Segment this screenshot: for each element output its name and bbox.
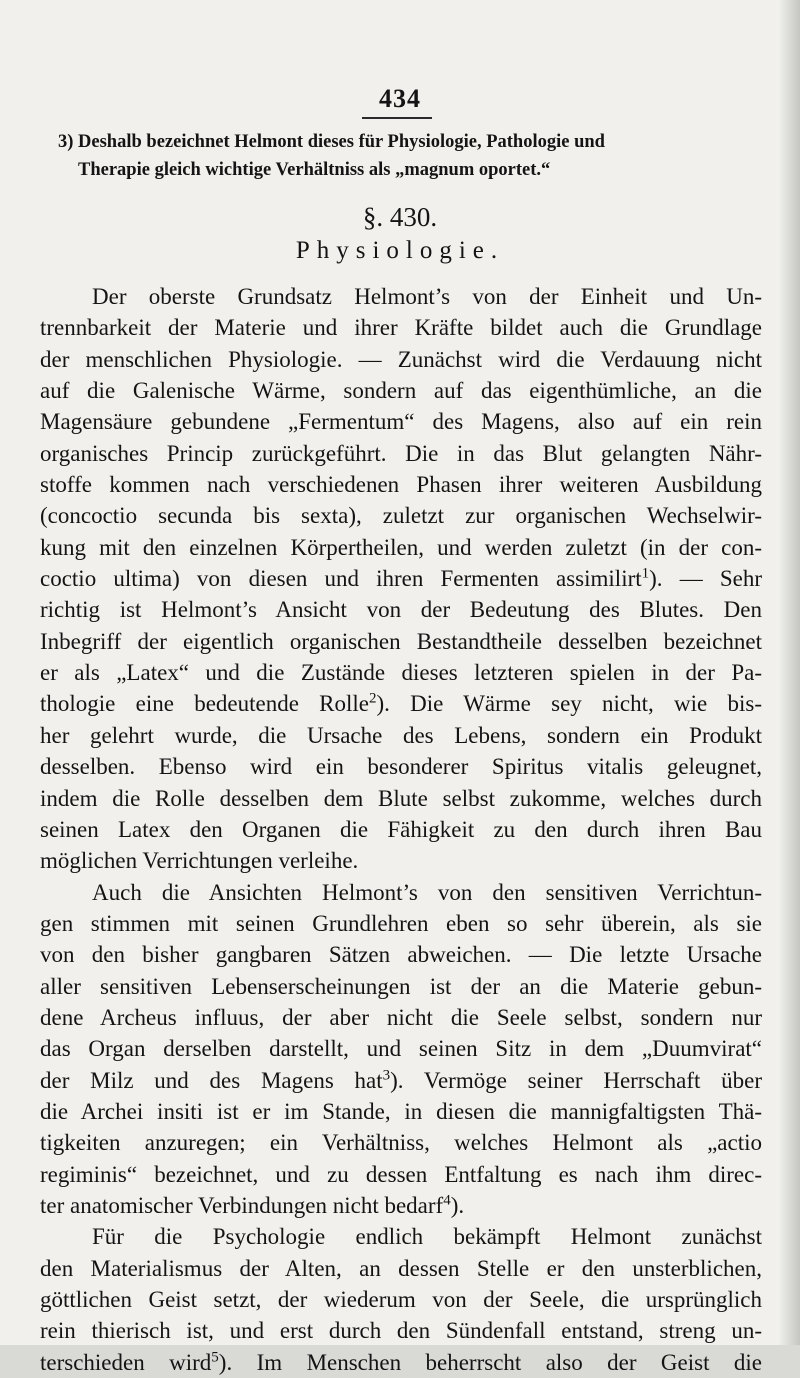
text-line: auf die Galenische Wärme, sondern auf das eigenthümliche, an die [40,378,762,404]
text-line [40,563,762,594]
footnote-line: 3) Deshalb bezeichnet Helmont dieses für Physiologie, Pathologie und [58,132,605,152]
page-number: 434 [379,84,421,113]
footnote-ref: 4 [443,1192,451,1209]
paragraph [40,1221,762,1378]
section-number: §. 430. [362,202,438,232]
text-segment: coctio ultima) von diesen und ihren Fermenten assimilirt [40,566,642,592]
section-title: Physiologie. [295,237,505,264]
text-line: dene Archeus influus, der aber nicht die Seele selbst, sondern nur [40,1004,762,1030]
text-line: der menschlichen Physiologie. — Zunächst wird die Verdauung nicht [40,346,762,372]
paragraph [40,281,762,877]
text-line: den Materialismus der Alten, an dessen Stelle er den unsterblichen, [40,1255,762,1281]
text-line: Inbegriff der eigentlich organischen Bestandtheile desselben bezeichnet [40,628,762,654]
text-line: tigkeiten anzuregen; ein Verhältniss, welches Helmont als „actio [40,1130,762,1156]
text-line: göttlichen Geist setzt, der wiederum von der Seele, die ursprünglich [40,1287,762,1312]
text-segment: ter anatomischer Verbindungen nicht bedarf [40,1192,444,1218]
text-segment: terschieden wird [40,1349,212,1375]
text-line: desselben. Ebenso wird ein besonderer Spiritus vitalis geleugnet, [40,754,762,780]
text-line: kung mit den einzelnen Körpertheilen, und werden zuletzt (in der con- [40,534,762,560]
text-segment: ). — Sehr [649,566,763,592]
text-segment: ). [450,1192,465,1218]
text-segment: ). Vermöge seiner Herrschaft über [390,1067,762,1093]
text-line: die Archei insiti ist er im Stande, in diesen die mannigfaltigsten Thä- [40,1098,762,1124]
text-line: organisches Princip zurückgeführt. Die in das Blut gelangten Nähr- [40,440,762,466]
footnote-ref: 5 [211,1349,219,1366]
text-line: stoffe kommen nach verschiedenen Phasen ihrer weiteren Ausbildung [40,472,762,498]
text-line: möglichen Verrichtungen verleihe. [40,848,359,874]
footnote-line: Therapie gleich wichtige Verhältniss als „magnum oportet.“ [78,160,551,180]
footnote-ref: 3 [382,1066,391,1083]
text-line [40,1347,762,1378]
text-line: er als „Latex“ und die Zustände dieses letzteren spielen in der Pa- [40,660,762,686]
text-line: rein thierisch ist, und erst durch den Sündenfall entstand, streng un- [40,1318,762,1344]
text-line: (concoctio secunda bis sexta), zuletzt zur organischen Wechselwir- [40,503,762,529]
text-segment: thologie eine bedeutende Rolle [40,691,369,717]
text-line [40,688,762,719]
paragraph [40,877,762,1222]
text-segment: der Milz und des Magens hat [40,1067,383,1093]
text-line: Der oberste Grundsatz Helmont’s von der Einheit und Un- [92,284,762,309]
text-line: Auch die Ansichten Helmont’s von den sensitiven Verrichtun- [92,879,762,905]
text-line: aller sensitiven Lebenserscheinungen ist der an die Materie gebun- [40,973,762,999]
text-line: trennbarkeit der Materie und ihrer Kräfte bildet auch die Grundlage [40,315,762,341]
text-line [40,1065,762,1096]
footnote [58,128,758,184]
body-text [40,281,762,1378]
text-line: regiminis“ bezeichnet, und zu dessen Entfaltung es nach ihm direc- [40,1161,762,1187]
text-segment: ). Die Wärme sey nicht, wie bis- [376,691,762,717]
text-line: richtig ist Helmont’s Ansicht von der Bedeutung des Blutes. Den [40,597,762,623]
text-line: von den bisher gangbaren Sätzen abweichen. — Die letzte Ursache [40,942,762,968]
footnote-ref: 1 [641,565,650,582]
text-line: seinen Latex den Organen die Fähigkeit zu den durch ihren Bau [40,816,762,842]
text-segment: ). Im Menschen beherrscht also der Geist die [218,1349,762,1375]
text-line: das Organ derselben darstellt, und seinen Sitz in dem „Duumvirat“ [40,1036,762,1062]
footnote-ref: 2 [369,690,377,707]
page-number-rule [362,117,432,119]
text-line: Magensäure gebundene „Fermentum“ des Magens, also auf ein rein [40,409,762,435]
text-line [40,1190,762,1221]
text-line: Für die Psychologie endlich bekämpft Helmont zunächst [92,1224,762,1250]
text-line: gen stimmen mit seinen Grundlehren eben so sehr überein, als sie [40,910,762,936]
text-line: her gelehrt wurde, die Ursache des Lebens, sondern ein Produkt [40,722,762,748]
text-line: indem die Rolle desselben dem Blute selbst zukomme, welches durch [40,785,762,811]
